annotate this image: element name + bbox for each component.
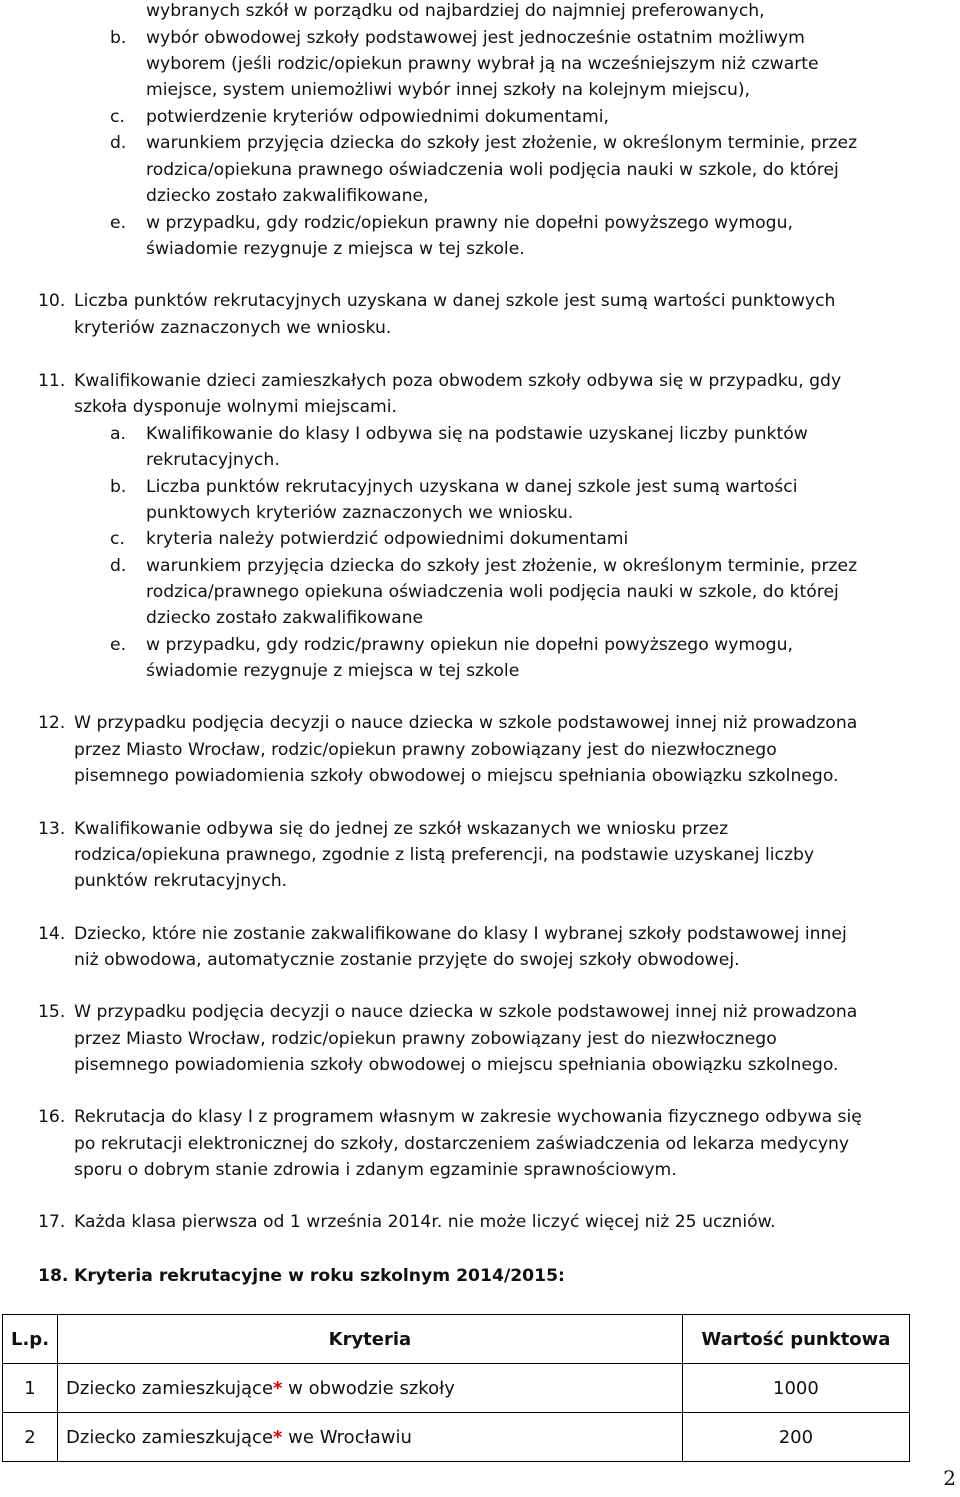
text-line: Liczba punktów rekrutacyjnych uzyskana w danej szkole jest sumą wartości <box>146 477 798 497</box>
cell-value: 1000 <box>682 1364 909 1413</box>
list-marker: e. <box>110 635 127 655</box>
header-value: Wartość punktowa <box>682 1315 909 1364</box>
text-line: przez Miasto Wrocław, rodzic/opiekun prawny zobowiązany jest do niezwłocznego <box>74 740 777 760</box>
list-marker: 16. <box>38 1107 66 1127</box>
list-marker: 12. <box>38 713 66 733</box>
section-heading: Kryteria rekrutacyjne w roku szkolnym 2014/2015: <box>74 1266 565 1286</box>
section-number: 18. <box>38 1266 69 1286</box>
text-line: rodzica/opiekuna prawnego oświadczenia woli podjęcia nauki w szkole, do której <box>146 160 839 180</box>
text-line: kryteriów zaznaczonych we wniosku. <box>74 318 392 338</box>
header-criteria: Kryteria <box>58 1315 683 1364</box>
text-line: kryteria należy potwierdzić odpowiednimi dokumentami <box>146 529 629 549</box>
text-line: świadomie rezygnuje z miejsca w tej szkole. <box>146 239 525 259</box>
text-line: rekrutacyjnych. <box>146 450 280 470</box>
list-marker: c. <box>110 107 125 127</box>
text-line: pisemnego powiadomienia szkoły obwodowej o miejscu spełniania obowiązku szkolnego. <box>74 1055 839 1075</box>
criteria-text: Dziecko zamieszkujące <box>66 1426 274 1448</box>
table-header-row <box>3 1315 910 1364</box>
list-marker: 11. <box>38 371 66 391</box>
text-line: Kwalifikowanie do klasy I odbywa się na podstawie uzyskanej liczby punktów <box>146 424 808 444</box>
text-line: Każda klasa pierwsza od 1 września 2014r. nie może liczyć więcej niż 25 uczniów. <box>74 1212 776 1232</box>
text-line: niż obwodowa, automatycznie zostanie przyjęte do swojej szkoły obwodowej. <box>74 950 740 970</box>
text-line: wybranych szkół w porządku od najbardziej do najmniej preferowanych, <box>146 1 765 21</box>
list-marker: e. <box>110 213 127 233</box>
text-line: pisemnego powiadomienia szkoły obwodowej o miejscu spełniania obowiązku szkolnego. <box>74 766 839 786</box>
cell-value: 200 <box>682 1413 909 1462</box>
text-line: sporu o dobrym stanie zdrowia i zdanym egzaminie sprawnościowym. <box>74 1160 677 1180</box>
table-row <box>3 1364 910 1413</box>
text-line: wybór obwodowej szkoły podstawowej jest jednocześnie ostatnim możliwym <box>146 28 805 48</box>
criteria-text: Dziecko zamieszkujące <box>66 1377 274 1399</box>
header-lp: L.p. <box>3 1315 58 1364</box>
criteria-table <box>2 1314 910 1462</box>
text-line: Kwalifikowanie dzieci zamieszkałych poza obwodem szkoły odbywa się w przypadku, gdy <box>74 371 842 391</box>
text-line: Kwalifikowanie odbywa się do jednej ze szkół wskazanych we wniosku przez <box>74 819 729 839</box>
text-line: wyborem (jeśli rodzic/opiekun prawny wybrał ją na wcześniejszym niż czwarte <box>146 54 819 74</box>
asterisk-mark: * <box>273 1377 283 1399</box>
list-marker: a. <box>110 424 126 444</box>
text-line: przez Miasto Wrocław, rodzic/opiekun prawny zobowiązany jest do niezwłocznego <box>74 1029 777 1049</box>
criteria-text: w obwodzie szkoły <box>282 1377 455 1399</box>
list-marker: 15. <box>38 1002 66 1022</box>
table-row <box>3 1413 910 1462</box>
text-line: punktów rekrutacyjnych. <box>74 871 288 891</box>
text-line: warunkiem przyjęcia dziecka do szkoły jest złożenie, w określonym terminie, przez <box>146 133 858 153</box>
cell-lp: 1 <box>3 1364 58 1413</box>
cell-criteria <box>58 1364 683 1413</box>
text-line: Liczba punktów rekrutacyjnych uzyskana w danej szkole jest sumą wartości punktowych <box>74 291 836 311</box>
text-line: W przypadku podjęcia decyzji o nauce dziecka w szkole podstawowej innej niż prowadzona <box>74 1002 858 1022</box>
text-line: Dziecko, które nie zostanie zakwalifikowane do klasy I wybranej szkoły podstawowej innej <box>74 924 847 944</box>
list-marker: d. <box>110 133 127 153</box>
page-number: 2 <box>943 1466 956 1490</box>
list-marker: c. <box>110 529 125 549</box>
asterisk-mark: * <box>273 1426 283 1448</box>
text-line: rodzica/opiekuna prawnego, zgodnie z listą preferencji, na podstawie uzyskanej liczby <box>74 845 815 865</box>
list-marker: 13. <box>38 819 66 839</box>
text-line: punktowych kryteriów zaznaczonych we wniosku. <box>146 503 574 523</box>
text-line: Rekrutacja do klasy I z programem własnym w zakresie wychowania fizycznego odbywa się <box>74 1107 862 1127</box>
text-line: warunkiem przyjęcia dziecka do szkoły jest złożenie, w określonym terminie, przez <box>146 556 858 576</box>
text-line: miejsce, system uniemożliwi wybór innej szkoły na kolejnym miejscu), <box>146 80 751 100</box>
list-marker: b. <box>110 477 127 497</box>
text-line: W przypadku podjęcia decyzji o nauce dziecka w szkole podstawowej innej niż prowadzona <box>74 713 858 733</box>
text-line: dziecko zostało zakwalifikowane <box>146 608 424 628</box>
cell-lp: 2 <box>3 1413 58 1462</box>
list-marker: 10. <box>38 291 66 311</box>
list-marker: d. <box>110 556 127 576</box>
text-line: szkoła dysponuje wolnymi miejscami. <box>74 397 397 417</box>
text-line: dziecko zostało zakwalifikowane, <box>146 186 429 206</box>
criteria-text: we Wrocławiu <box>282 1426 412 1448</box>
text-line: potwierdzenie kryteriów odpowiednimi dokumentami, <box>146 107 609 127</box>
cell-criteria <box>58 1413 683 1462</box>
text-line: rodzica/prawnego opiekuna oświadczenia woli podjęcia nauki w szkole, do której <box>146 582 839 602</box>
list-marker: 14. <box>38 924 66 944</box>
text-line: świadomie rezygnuje z miejsca w tej szkole <box>146 661 520 681</box>
text-line: w przypadku, gdy rodzic/prawny opiekun nie dopełni powyższego wymogu, <box>146 635 793 655</box>
text-line: w przypadku, gdy rodzic/opiekun prawny nie dopełni powyższego wymogu, <box>146 213 793 233</box>
text-line: po rekrutacji elektronicznej do szkoły, dostarczeniem zaświadczenia od lekarza medycyny <box>74 1134 850 1154</box>
list-marker: b. <box>110 28 127 48</box>
list-marker: 17. <box>38 1212 66 1232</box>
